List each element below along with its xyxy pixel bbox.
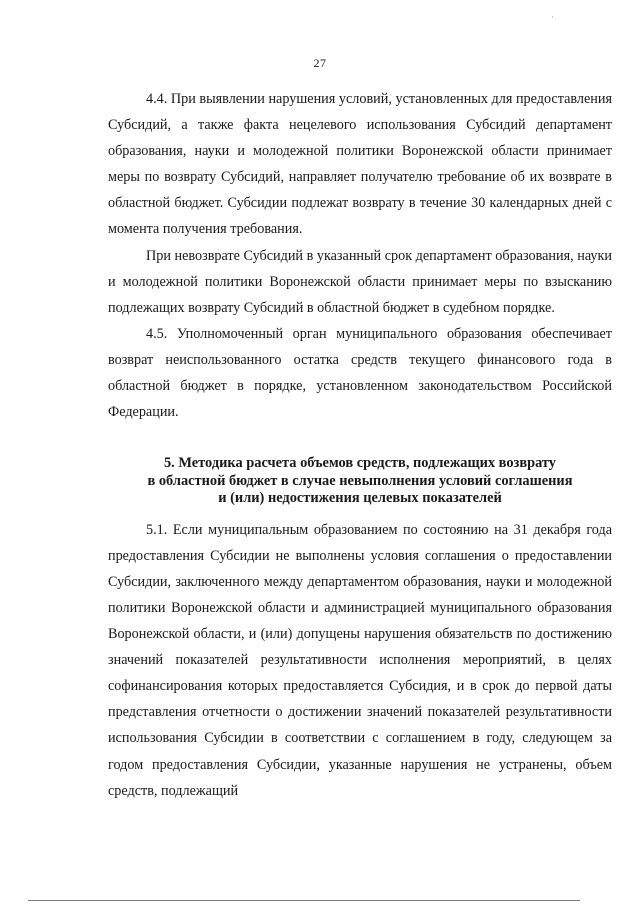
paragraph-4-5: 4.5. Уполномоченный орган муниципального образования обеспечивает возврат неиспользованного остатка средств текущего финансового года в областной бюджет в порядке, установленном законодательством Российской Федерации.	[108, 325, 612, 421]
section-5-heading	[108, 455, 612, 508]
scan-mark: ·	[551, 12, 554, 22]
paragraph-4-4: 4.4. При выявлении нарушения условий, установленных для предоставления Субсидий, а также факта нецелевого использования Субсидий департамент образования, науки и молодежной политики Воронежской области принимает меры по возврату Субсидий, направляет получателю требование об их возврате в областной бюджет. Субсидии подлежат возврату в течение 30 календарных дней с момента получения требования.	[108, 91, 612, 238]
section-5-heading-line-2: в областной бюджет в случае невыполнения условий соглашения	[147, 472, 573, 489]
section-5-heading-line-1: 5. Методика расчета объемов средств, подлежащих возврату	[163, 455, 557, 472]
section-5-heading-line-3: и (или) недостижения целевых показателей	[218, 490, 502, 507]
scan-bottom-edge	[28, 900, 580, 901]
paragraph-5-1: 5.1. Если муниципальным образованием по состоянию на 31 декабря года предоставления Субсидии не выполнены условия соглашения о предоставлении Субсидии, заключенного между департаментом образования, науки и молодежной политики Воронежской области и администрацией муниципального образования Воронежской области, и (или) допущены нарушения обязательств по достижению значений показателей результативности исполнения мероприятий, в целях софинансирования которых предоставляется Субсидия, и в срок до первой даты представления отчетности о достижении значений показателей результативности использования Субсидии в соответствии с соглашением в году, следующем за годом предоставления Субсидии, указанные нарушения не устранены, объем средств, подлежащий	[108, 521, 612, 799]
page-number: 27	[313, 56, 327, 70]
paragraph-non-return: При невозврате Субсидий в указанный срок департамент образования, науки и молодежной политики Воронежской области принимает меры по взысканию подлежащих возврату Субсидий в областной бюджет в судебном порядке.	[108, 247, 612, 316]
document-body	[108, 86, 612, 804]
